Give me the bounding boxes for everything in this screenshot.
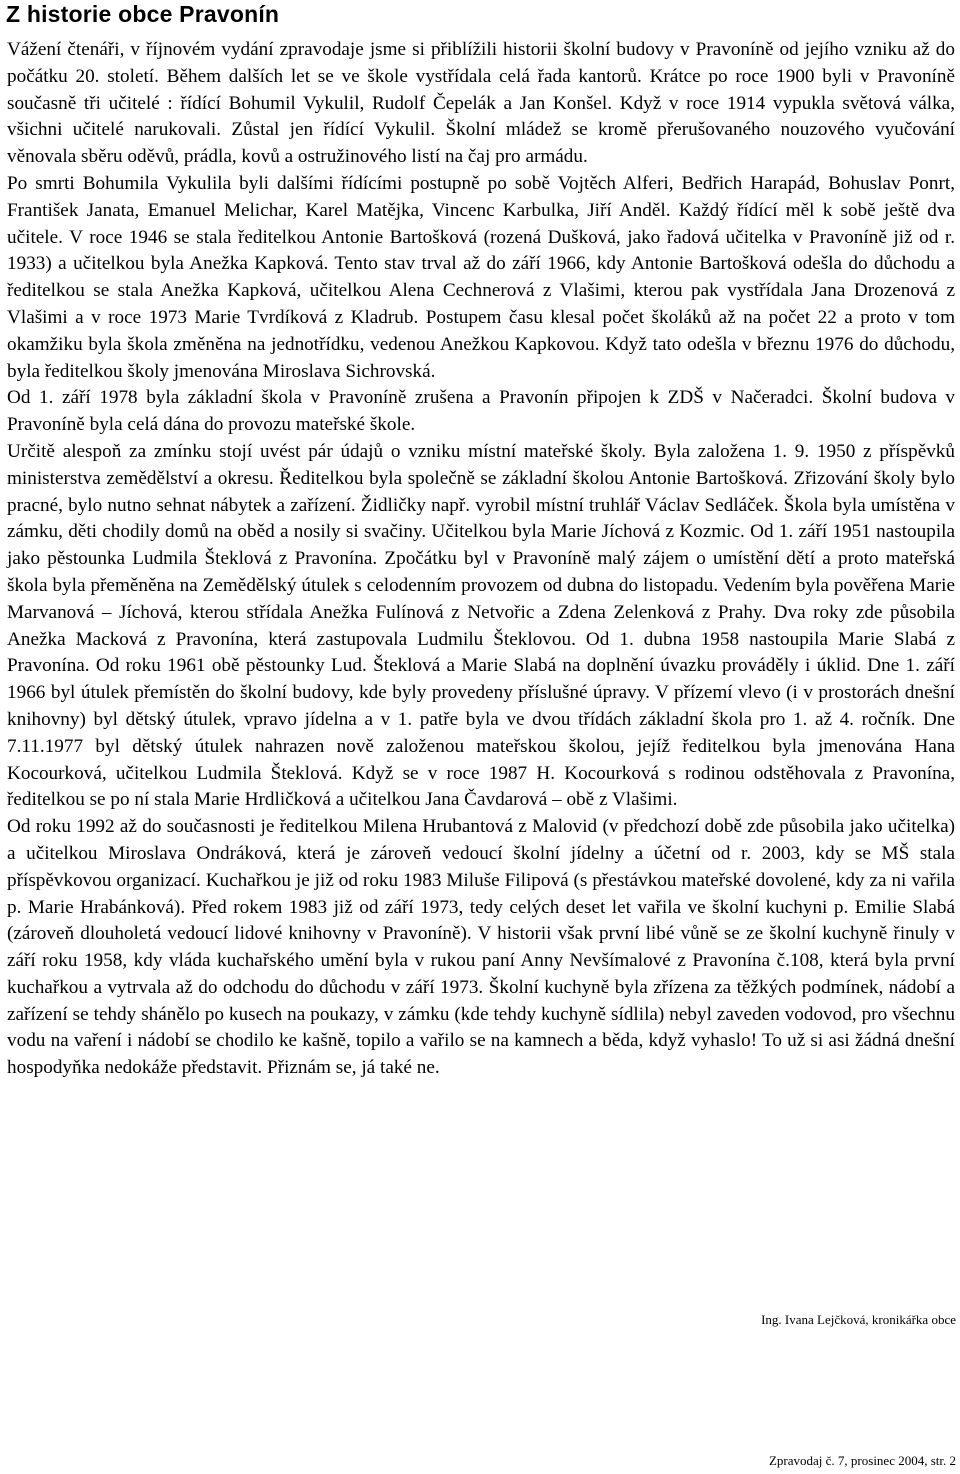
page-footer: Zpravodaj č. 7, prosinec 2004, str. 2: [768, 1453, 956, 1468]
article-title: Z historie obce Pravonín: [6, 1, 280, 27]
author-signature: Ing. Ivana Lejčková, kronikářka obce: [761, 1312, 956, 1327]
paragraph-1: Vážení čtenáři, v říjnovém vydání zpravodaje jsme si přiblížili historii školní budovy v Pravoníně od jejího vzniku až do počátku 20. století. Během dalších let se ve škole vystřídala celá řada kantorů. Krátce po roce 1900 byli v Pravoníně současně tři učitelé : řídící Bohumil Vykulil, Rudolf Čepelák a Jan Konšel. Když v roce 1914 vypukla světová válka, všichni učitelé narukovali. Zůstal jen řídící Vykulil. Školní mládež se kromě přerušovaného nouzového vyučování věnovala sběru oděvů, prádla, kovů a ostružinového listí na čaj pro armádu.: [7, 39, 955, 168]
paragraph-3: Od 1. září 1978 byla základní škola v Pravoníně zrušena a Pravonín připojen k ZDŠ v Načeradci. Školní budova v Pravoníně byla celá dána do provozu mateřské škole.: [7, 387, 955, 436]
paragraph-5: Od roku 1992 až do současnosti je ředitelkou Milena Hrubantová z Malovid (v předchozí době zde působila jako učitelka) a učitelkou Miroslava Ondráková, která je zároveň vedoucí školní jídelny a účetní od r. 2003, kdy se MŠ stala příspěvkovou organizací. Kuchařkou je již od roku 1983 Miluše Filipová (s přestávkou mateřské dovolené, kdy za ni vařila p. Marie Hrabánková). Před rokem 1983 již od září 1973, tedy celých deset let vařila ve školní kuchyni p. Emilie Slabá (zároveň dlouholetá vedoucí lidové knihovny v Pravoníně). V historii však první libé vůně se ze školní kuchyně řinuly v září roku 1958, kdy vláda kuchařského umění byla v rukou paní Anny Nevšímalové z Pravonína č.108, která byla první kuchařkou a vytrvala až do odchodu do důchodu v září 1973. Školní kuchyně byla zřízena za těžkých podmínek, nádobí a zařízení se tehdy shánělo po kusech na poukazy, v zámku (kde tehdy kuchyně sídlila) nebyl zaveden vodovod, pro všechnu vodu na vaření i nádobí se chodilo ke kašně, topilo a vařilo se na kamnech a běda, když vyhaslo! To už si asi žádná dnešní hospodyňka nedokáže představit. Přiznám se, já také ne.: [7, 816, 955, 1079]
paragraph-2: Po smrti Bohumila Vykulila byli dalšími řídícími postupně po sobě Vojtěch Alferi, Bedřich Harapád, Bohuslav Ponrt, František Janata, Emanuel Melichar, Karel Matějka, Vincenc Karbulka, Jiří Anděl. Každý řídící měl k sobě ještě dva učitele. V roce 1946 se stala ředitelkou Antonie Bartošková (rozená Dušková, jako řadová učitelka v Pravoníně již od r. 1933) a učitelkou byla Anežka Kapková. Tento stav trval až do září 1966, kdy Antonie Bartošková odešla do důchodu a ředitelkou se stala Anežka Kapková, učitelkou Alena Cechnerová z Vlašimi, kterou pak vystřídala Jana Drozenová z Vlašimi a v roce 1973 Marie Tvrdíková z Kladrub. Postupem času klesal počet školáků až na počet 22 a proto v tom okamžiku byla škola změněna na jednotřídku, vedenou Anežkou Kapkovou. Když tato odešla v březnu 1976 do důchodu, byla ředitelkou školy jmenována Miroslava Sichrovská.: [7, 172, 955, 382]
paragraph-4: Určitě alespoň za zmínku stojí uvést pár údajů o vzniku místní mateřské školy. Byla založena 1. 9. 1950 z příspěvků ministerstva zemědělství a okresu. Ředitelkou byla společně se základní školou Antonie Bartošková. Zřizování školy bylo pracné, bylo nutno sehnat nábytek a zařízení. Židličky např. vyrobil místní truhlář Václav Sedláček. Škola byla umístěna v zámku, děti chodily domů na oběd a nosily si svačiny. Učitelkou byla Marie Jíchová z Kozmic. Od 1. září 1951 nastoupila jako pěstounka Ludmila Šteklová z Pravonína. Zpočátku byl v Pravoníně malý zájem o umístění dětí a proto mateřská škola byla přeměněna na Zemědělský útulek s celodenním provozem od dubna do listopadu. Vedením byla pověřena Marie Marvanová – Jíchová, kterou střídala Anežka Fulínová z Netvořic a Zdena Zelenková z Prahy. Dva roky zde působila Anežka Macková z Pravonína, která zastupovala Ludmilu Šteklovou. Od 1. dubna 1958 nastoupila Marie Slabá z Pravonína. Od roku 1961 obě pěstounky Lud. Šteklová a Marie Slabá na doplnění úvazku prováděly i úklid. Dne 1. září 1966 byl útulek přemístěn do školní budovy, kde byly provedeny příslušné úpravy. V přízemí vlevo (i v prostorách dnešní knihovny) byl dětský útulek, vpravo jídelna a v 1. patře byla ve dvou třídách základní škola pro 1. až 4. ročník. Dne 7.11.1977 byl dětský útulek nahrazen nově založenou mateřskou školou, jejíž ředitelkou byla jmenována Hana Kocourková, učitelkou Ludmila Šteklová. Když se v roce 1987 H. Kocourková s rodinou odstěhovala z Pravonína, ředitelkou se po ní stala Marie Hrdličková a učitelkou Jana Čavdarová – obě z Vlašimi.: [7, 440, 955, 811]
article-body: [7, 37, 955, 1082]
